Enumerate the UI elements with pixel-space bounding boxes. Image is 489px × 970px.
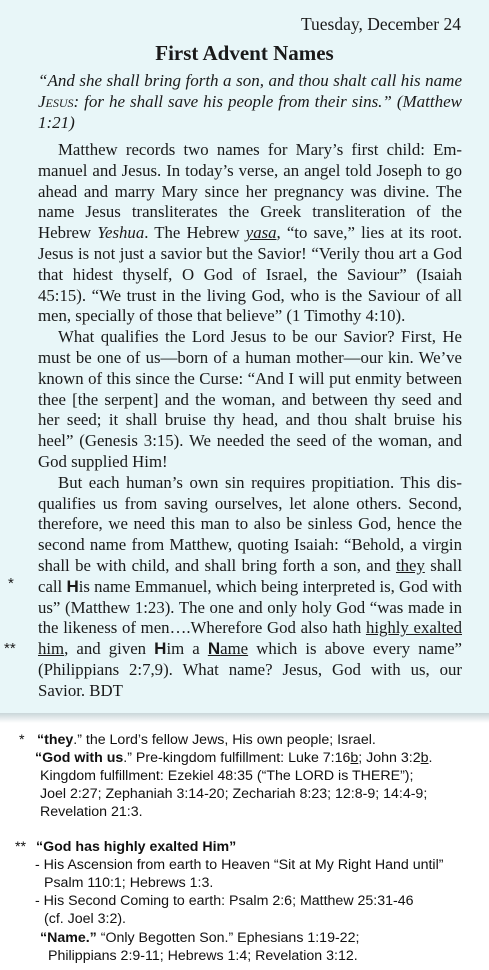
footnote-marker-1: *	[19, 732, 25, 748]
key-verse: “And she shall bring forth a son, and thou shalt call his name Jesus: for he shall save his people from their sins.” (Matthew 1:21)	[38, 71, 463, 132]
paragraph-1: Matthew records two names for Mary’s first child: Emmanuel and Jesus. In today’s verse, an angel told Joseph to go ahead and marry Mary since her pregnancy was divine. The name Jesus transliterates the Greek transliteration of the Hebrew Yeshua. The Hebrew yasa, “to save,” lies at its root. Jesus is not just a savior but the Savior! “Verily thou art a God that hidest thyself, O God of Israel, the Saviour” (Isaiah 45:15). “We trust in the living God, who is the Saviour of all men, specially of those that believe” (1 Timothy 4:10).	[38, 140, 463, 326]
devotional-body	[38, 140, 462, 702]
footnote-ref-exalted: highly exalted him	[38, 618, 462, 659]
footnote-exalted-heading: “God has highly exalted Him”	[36, 839, 237, 855]
devotional-page: Tuesday, December 24 First Advent Names “And she shall bring forth a son, and thou shalt call his name Jesus: for he shall save his people from their sins.” (Matthew 1:21) Matthew records two names for Mary’s first child: Emmanuel and Jesus. In today’s verse, an angel told Joseph to go ahead and marry Mary since her pregnancy was divine. The name Jesus transliterates the Greek transliteration of the Hebrew Yeshua. The Hebrew yasa, “to save,” lies at its root. Jesus is not just a savior but the Savior! “Verily thou art a God that hidest thyself, O God of Israel, the Saviour” (Isaiah 45:15). “We trust in the living God, who is the Saviour of all men, specially of those that believe” (1 Timothy 4:10). What qualifies the Lord Jesus to be our Savior? First, He must be one of us—born of a human mother—our kin. We’ve known of this since the Curse: “And I will put enmity between thee [the serpent] and the woman, and between thy seed and her seed; it shall bruise thy head, and thou shalt bruise his heel” (Genesis 3:15). We needed the seed of the woman, and God supplied Him! But each human’s own sin requires propitiation. This disqualifies us from saving ourselves, let alone others. Second, therefore, we need this man to also be sinless God, hence the second name from Matthew, quoting Isaiah: “Behold, a virgin shall be with child, and shall bring forth a son, and they shall call His name Emmanuel, which being interpreted is, God with us” (Matthew 1:23). The one and only holy God “was made in the likeness of men….Wherefore God also hath highly exalted him, and given Him a Name which is above every name” (Philippians 2:7,9). What name? Jesus, God with us, our Savior. BDT * ** * “they.” the Lord’s fellow Jews, His own people; Israel. “God with us.” Pre-kingdom fulfillment: Luke 7:16b; John 3:2b. Kingdom fulfillment: Ezekiel 48:35 (“The LORD is THERE”); Joel 2:27; Zephaniah 3:14-20; Zechariah 8:23; 12:8-9; 14:4-9; Revelation 21:3. ** “God has highly exalted Him” - His Ascension from earth to Heaven “Sit at My Right Hand until” Psalm 110:1; Hebrews 1:3. - His Second Coming to earth: Psalm 2:6; Matthew 25:31-46 (cf. Joel 3:2). “Name.” “Only Begotten Son.” Ephesians 1:19-22; Philippians 2:9-11; Hebrews 1:4; Revelation 3:12.	[0, 0, 489, 970]
footnote-ref-they: they	[395, 555, 425, 575]
verse-name-jesus: Jesus	[38, 91, 74, 111]
page-date: Tuesday, December 24	[300, 14, 461, 34]
footnote-marker-2: **	[15, 839, 27, 855]
footnote-they: “they.” the Lord’s fellow Jews, His own people; Israel.	[37, 732, 376, 748]
margin-mark-double: **	[4, 640, 16, 657]
margin-mark-single: *	[8, 575, 14, 592]
footnote-name: “Name.” “Only Begotten Son.” Ephesians 1:19-22;	[40, 930, 360, 946]
paragraph-3: But each human’s own sin requires propitiation. This disqualifies us from saving ourselves, let alone others. Second, therefore, we need this man to also be sinless God, hence the second name from Matthew, quoting Isaiah: “Behold, a virgin shall be with child, and shall bring forth a son, and they shall call His name Emmanuel, which being interpreted is, God with us” (Matthew 1:23). The one and only holy God “was made in the likeness of men….Wherefore God also hath highly exalted him, and given Him a Name which is above every name” (Philippians 2:7,9). What name? Jesus, God with us, our Savior. BDT	[38, 472, 462, 700]
footnote-god-with-us: “God with us.” Pre-kingdom fulfillment: Luke 7:16b; John 3:2b.	[35, 750, 433, 766]
paragraph-2: What qualifies the Lord Jesus to be our Savior? First, He must be one of us—born of a human mother—our kin. We’ve known of this since the Curse: “And I will put enmity between thee [the serpent] and the woman, and between thy seed and her seed; it shall bruise thy head, and thou shalt bruise his heel” (Genesis 3:15). We needed the seed of the woman, and God supplied Him!	[38, 327, 462, 471]
page-title: First Advent Names	[155, 41, 334, 65]
panel-shadow	[0, 713, 489, 723]
